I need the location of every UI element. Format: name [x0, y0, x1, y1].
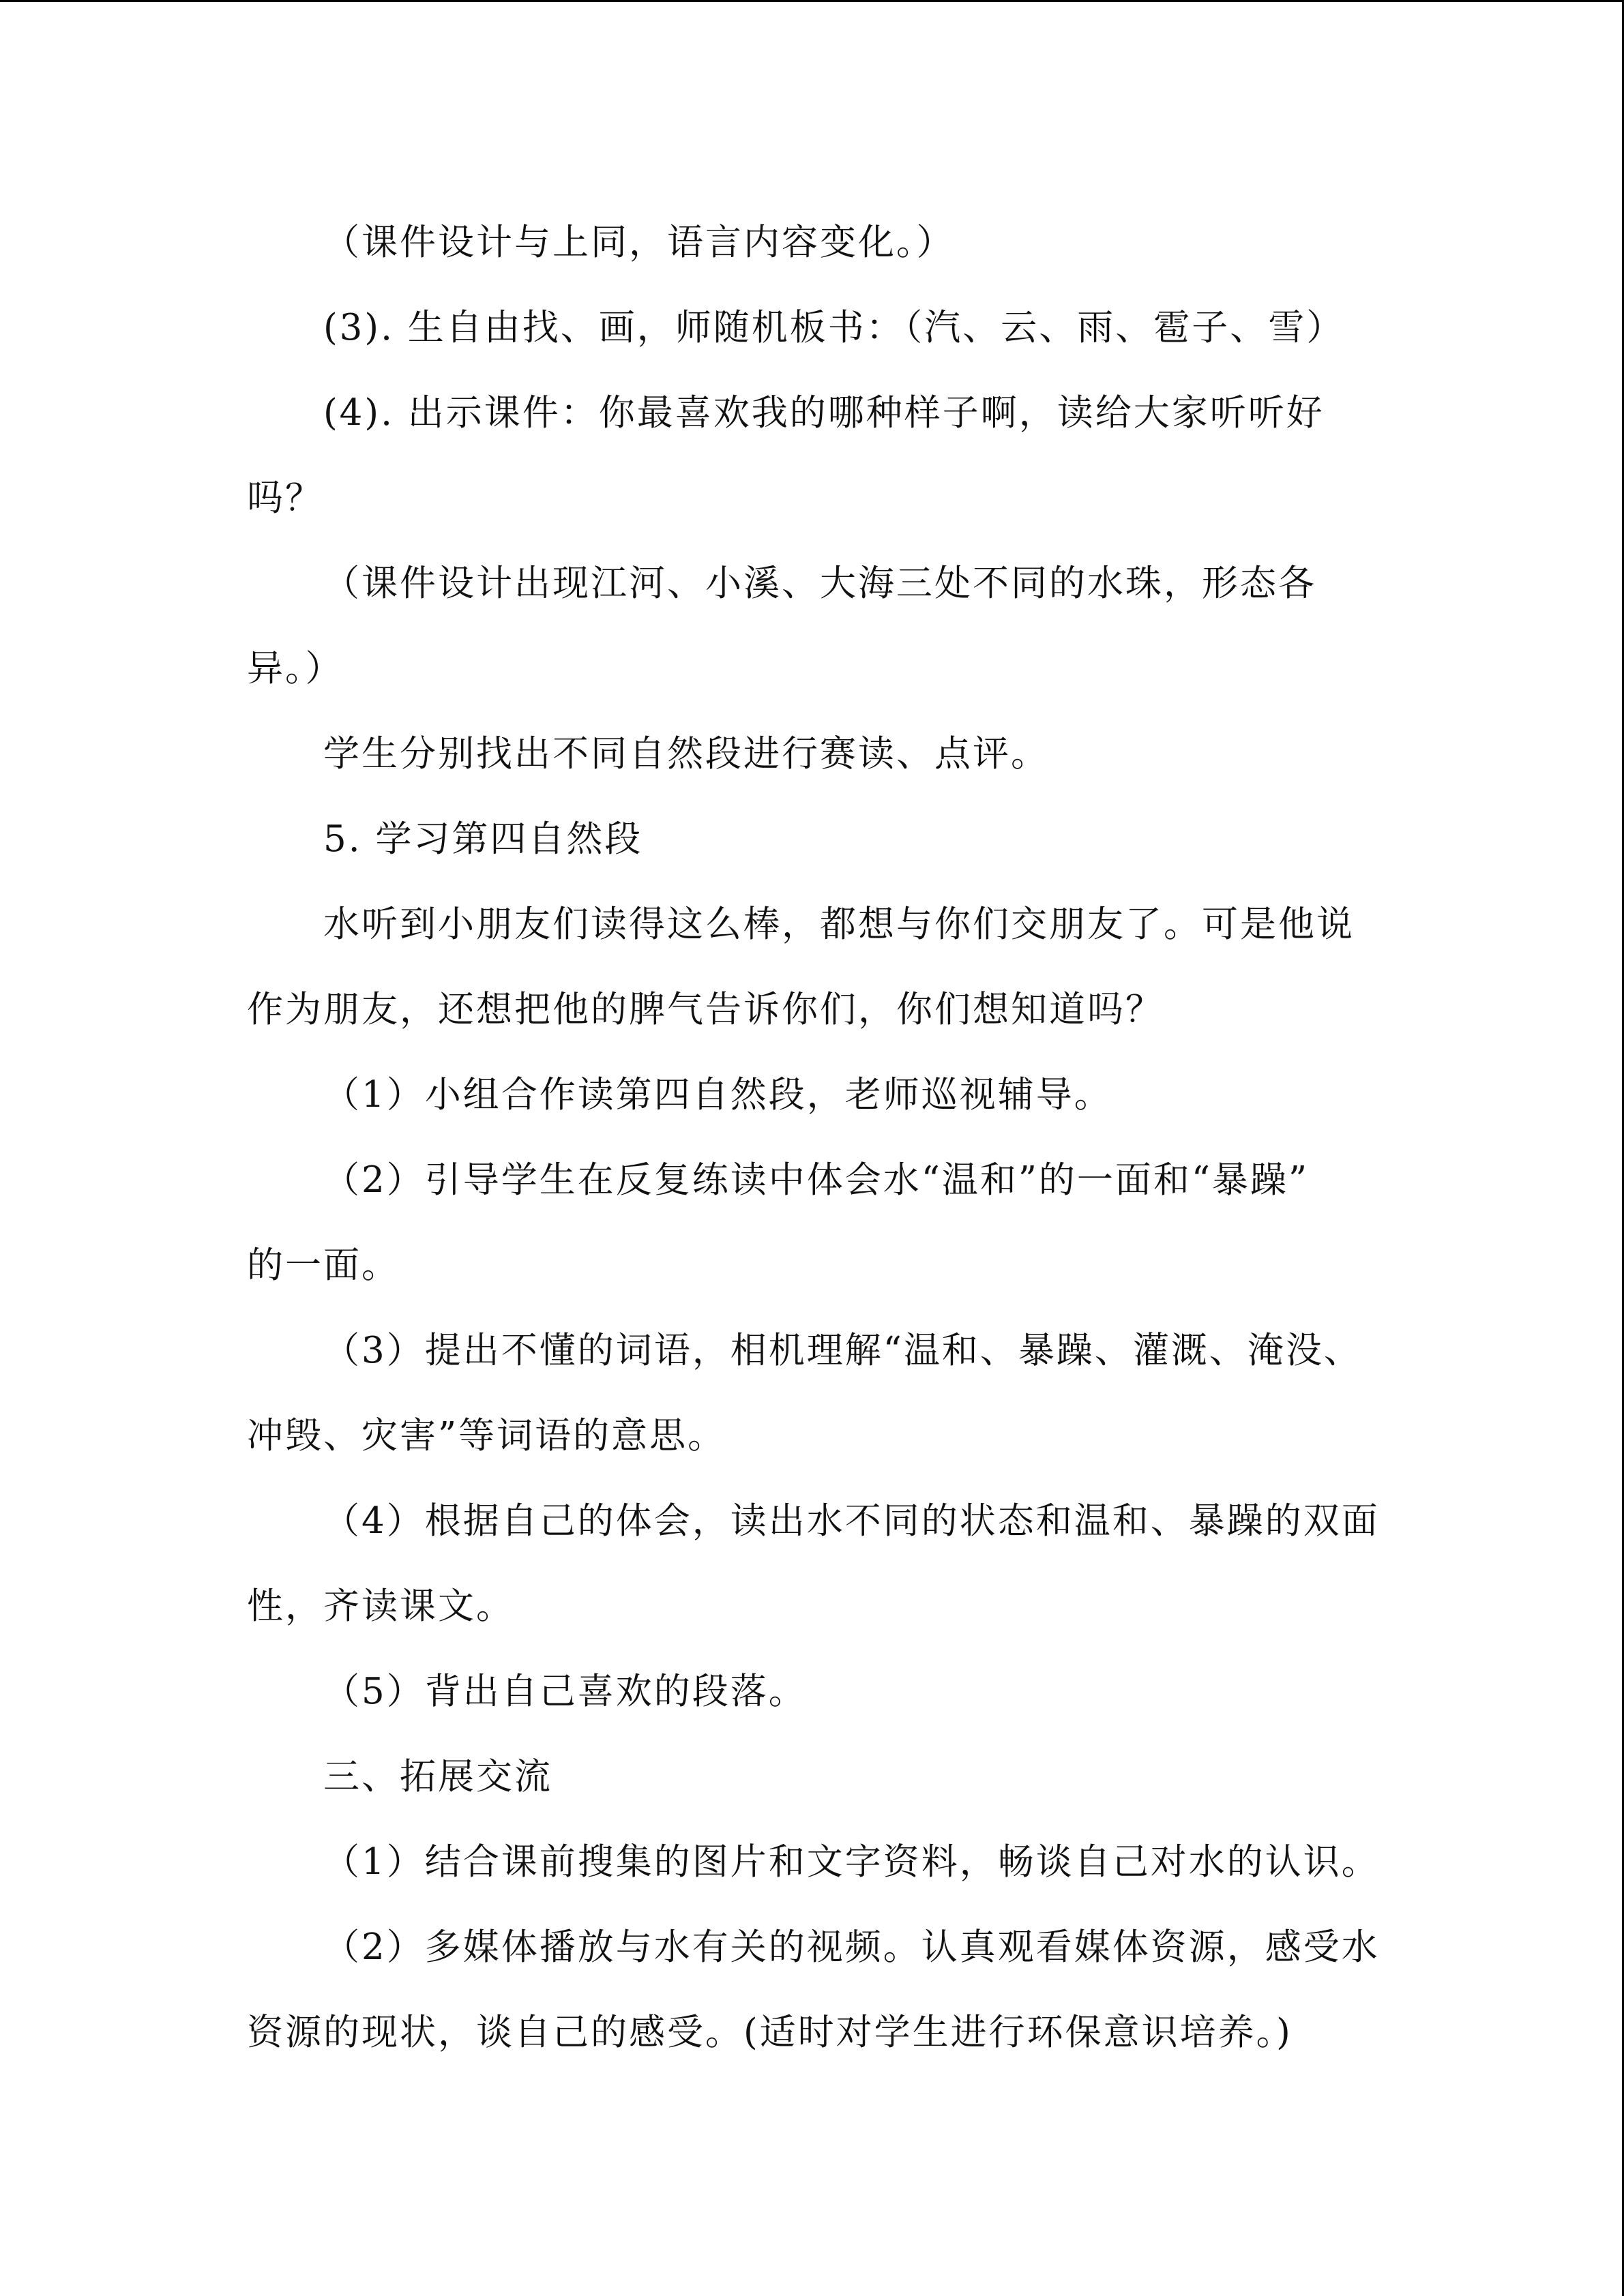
text-line: 资源的现状，谈自己的感受。(适时对学生进行环保意识培养。) — [247, 2012, 1293, 2053]
text-line: （课件设计出现江河、小溪、大海三处不同的水珠，形态各 — [323, 563, 1316, 604]
text-line: 性，齐读课文。 — [247, 1585, 514, 1627]
text-line: （2）多媒体播放与水有关的视频。认真观看媒体资源，感受水 — [323, 1926, 1380, 1968]
text-line: 学生分别找出不同自然段进行赛读、点评。 — [323, 733, 1049, 775]
text-line: （3）提出不懂的词语，相机理解“温和、暴躁、灌溉、淹没、 — [323, 1330, 1362, 1371]
text-line: (3). 生自由找、画，师随机板书：（汽、云、雨、雹子、雪） — [323, 307, 1345, 348]
text-line: （1）结合课前搜集的图片和文字资料，畅谈自己对水的认识。 — [323, 1841, 1380, 1883]
text-line: （课件设计与上同，语言内容变化。） — [323, 222, 955, 263]
text-line: 水听到小朋友们读得这么棒，都想与你们交朋友了。可是他说 — [323, 904, 1355, 945]
text-line: （2）引导学生在反复练读中体会水“温和”的一面和“暴躁” — [323, 1159, 1310, 1201]
text-line: 吗？ — [247, 477, 323, 519]
section-heading: 三、拓展交流 — [323, 1756, 552, 1798]
text-line: (4). 出示课件：你最喜欢我的哪种样子啊，读给大家听听好 — [323, 392, 1325, 434]
text-line: （1）小组合作读第四自然段，老师巡视辅导。 — [323, 1074, 1112, 1116]
document-body — [247, 200, 1379, 2075]
section-heading: 5. 学习第四自然段 — [323, 818, 643, 860]
text-line: 异。） — [247, 648, 344, 689]
text-line: （4）根据自己的体会，读出水不同的状态和温和、暴躁的双面 — [323, 1500, 1380, 1542]
text-line: 作为朋友，还想把他的脾气告诉你们，你们想知道吗？ — [247, 989, 1164, 1030]
text-line: （5）背出自己喜欢的段落。 — [323, 1671, 807, 1712]
text-line: 冲毁、灾害”等词语的意思。 — [247, 1415, 726, 1457]
text-line: 的一面。 — [247, 1244, 400, 1286]
